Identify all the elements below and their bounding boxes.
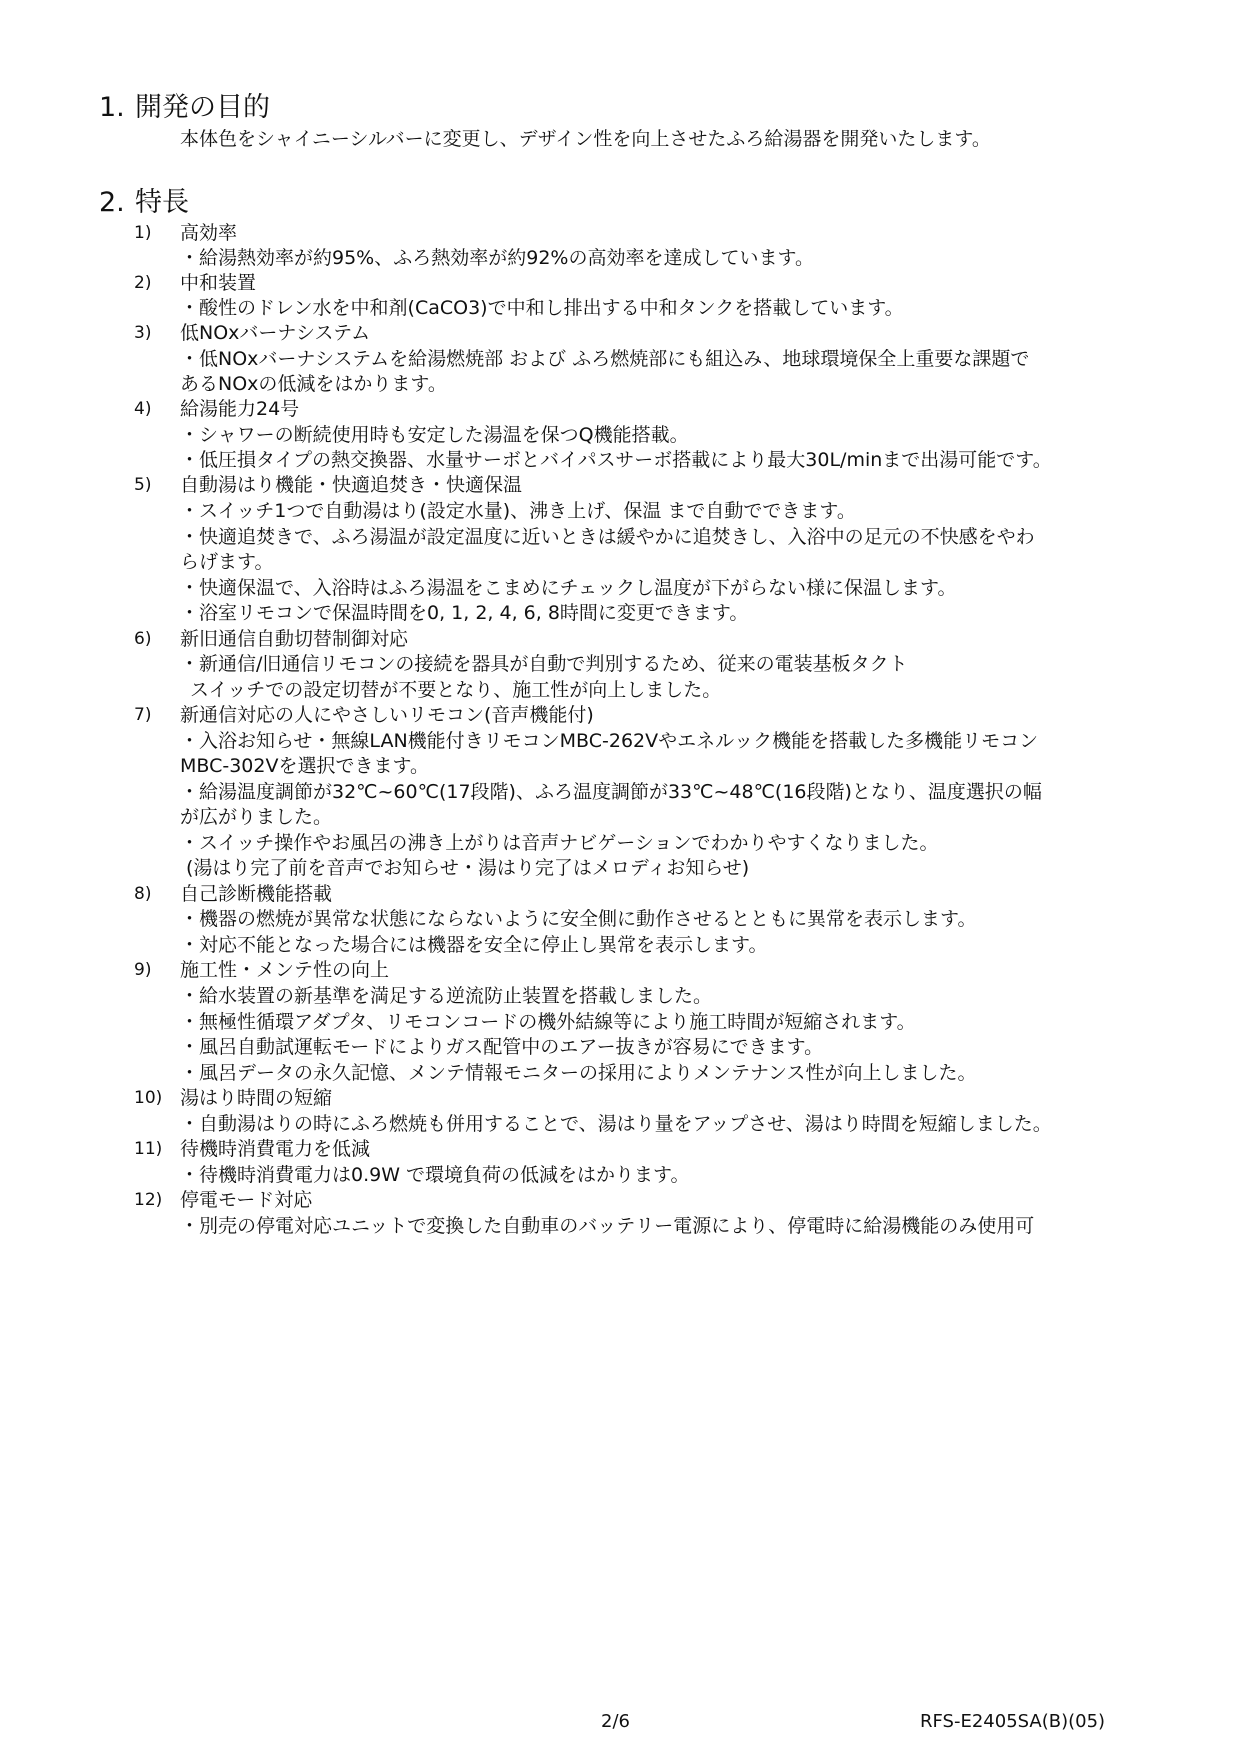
item-line: ・低圧損タイプの熱交換器、水量サーボとバイパスサーボ搭載により最大30L/minまで出湯可能です。 xyxy=(180,449,1052,471)
item-line: ・入浴お知らせ・無線LAN機能付きリモコンMBC-262Vやエネルック機能を搭載した多機能リモコン xyxy=(180,730,1039,752)
section1-title: 開発の目的 xyxy=(135,92,270,123)
item-line: ・風呂自動試運転モードによりガス配管中のエアー抜きが容易にできます。 xyxy=(180,1036,824,1058)
document-id: RFS-E2405SA(B)(05) xyxy=(920,1711,1106,1732)
item-number: 6) xyxy=(134,629,152,649)
item-line: ・別売の停電対応ユニットで変換した自動車のバッテリー電源により、停電時に給湯機能のみ使用可 xyxy=(180,1215,1035,1237)
item-title: 自己診断機能搭載 xyxy=(180,883,333,905)
section2-heading xyxy=(99,186,189,220)
section1-text: 本体色をシャイニーシルバーに変更し、デザイン性を向上させたふろ給湯器を開発いたします。 xyxy=(180,128,991,150)
item-line: が広がりました。 xyxy=(180,806,333,828)
item-number: 9) xyxy=(134,960,152,980)
item-number: 3) xyxy=(134,323,152,343)
item-title: 自動湯はり機能・快適追焚き・快適保温 xyxy=(180,474,523,496)
item-title: 湯はり時間の短縮 xyxy=(180,1087,333,1109)
item-line: ・快適追焚きで、ふろ湯温が設定温度に近いときは緩やかに追焚きし、入浴中の足元の不快感をやわ xyxy=(180,526,1035,548)
item-line: ・シャワーの断続使用時も安定した湯温を保つQ機能搭載。 xyxy=(180,424,689,446)
item-line: ・風呂データの永久記憶、メンテ情報モニターの採用によりメンテナンス性が向上しました。 xyxy=(180,1062,977,1084)
item-line: らげます。 xyxy=(180,551,274,573)
item-line: ・快適保温で、入浴時はふろ湯温をこまめにチェックし温度が下がらない様に保温します。 xyxy=(180,577,957,599)
item-title: 低NOxバーナシステム xyxy=(180,322,371,344)
item-line: ・給湯温度調節が32℃~60℃(17段階)、ふろ温度調節が33℃~48℃(16段階)となり、温度選択の幅 xyxy=(180,781,1042,803)
item-title: 中和装置 xyxy=(180,272,257,294)
item-line: ・無極性循環アダプタ、リモコンコードの機外結線等により施工時間が短縮されます。 xyxy=(180,1011,916,1033)
item-line: (湯はり完了前を音声でお知らせ・湯はり完了はメロディお知らせ) xyxy=(186,857,750,879)
item-number: 5) xyxy=(134,475,152,495)
item-line: ・給水装置の新基準を満足する逆流防止装置を搭載しました。 xyxy=(180,985,713,1007)
item-number: 1) xyxy=(134,223,152,243)
item-line: あるNOxの低減をはかります。 xyxy=(180,373,447,395)
item-line: ・給湯熱効率が約95%、ふろ熱効率が約92%の高効率を達成しています。 xyxy=(180,247,814,269)
item-line: スイッチでの設定切替が不要となり、施工性が向上しました。 xyxy=(190,679,722,701)
item-title: 停電モード対応 xyxy=(180,1189,313,1211)
item-line: ・待機時消費電力は0.9W で環境負荷の低減をはかります。 xyxy=(180,1164,690,1186)
item-title: 新通信対応の人にやさしいリモコン(音声機能付) xyxy=(180,704,594,726)
item-number: 7) xyxy=(134,705,152,725)
item-title: 施工性・メンテ性の向上 xyxy=(180,959,390,981)
item-title: 給湯能力24号 xyxy=(180,398,300,420)
item-number: 10) xyxy=(134,1088,163,1108)
item-line: ・低NOxバーナシステムを給湯燃焼部 および ふろ燃焼部にも組込み、地球環境保全上重要な課題で xyxy=(180,348,1030,370)
section1-number: 1. xyxy=(99,92,125,123)
item-line: ・対応不能となった場合には機器を安全に停止し異常を表示します。 xyxy=(180,934,768,956)
item-title: 高効率 xyxy=(180,222,238,244)
item-number: 8) xyxy=(134,884,152,904)
page-number: 2/6 xyxy=(601,1711,630,1732)
section2-number: 2. xyxy=(99,187,125,218)
item-number: 11) xyxy=(134,1139,163,1159)
item-number: 2) xyxy=(134,273,152,293)
item-number: 4) xyxy=(134,399,152,419)
item-line: ・新通信/旧通信リモコンの接続を器具が自動で判別するため、従来の電装基板タクト xyxy=(180,653,908,675)
item-title: 待機時消費電力を低減 xyxy=(180,1138,371,1160)
item-line: ・浴室リモコンで保温時間を0, 1, 2, 4, 6, 8時間に変更できます。 xyxy=(180,602,749,624)
item-number: 12) xyxy=(134,1190,163,1210)
section1-heading xyxy=(99,91,270,125)
item-line: ・機器の燃焼が異常な状態にならないように安全側に動作させるとともに異常を表示します。 xyxy=(180,908,977,930)
item-line: MBC-302Vを選択できます。 xyxy=(180,755,429,777)
item-line: ・酸性のドレン水を中和剤(CaCO3)で中和し排出する中和タンクを搭載しています。 xyxy=(180,297,904,319)
section2-title: 特長 xyxy=(135,187,189,218)
item-title: 新旧通信自動切替制御対応 xyxy=(180,628,409,650)
item-line: ・自動湯はりの時にふろ燃焼も併用することで、湯はり量をアップさせ、湯はり時間を短縮しました。 xyxy=(180,1113,1052,1135)
item-line: ・スイッチ1つで自動湯はり(設定水量)、沸き上げ、保温 まで自動でできます。 xyxy=(180,500,856,522)
item-line: ・スイッチ操作やお風呂の沸き上がりは音声ナビゲーションでわかりやすくなりました。 xyxy=(180,832,939,854)
